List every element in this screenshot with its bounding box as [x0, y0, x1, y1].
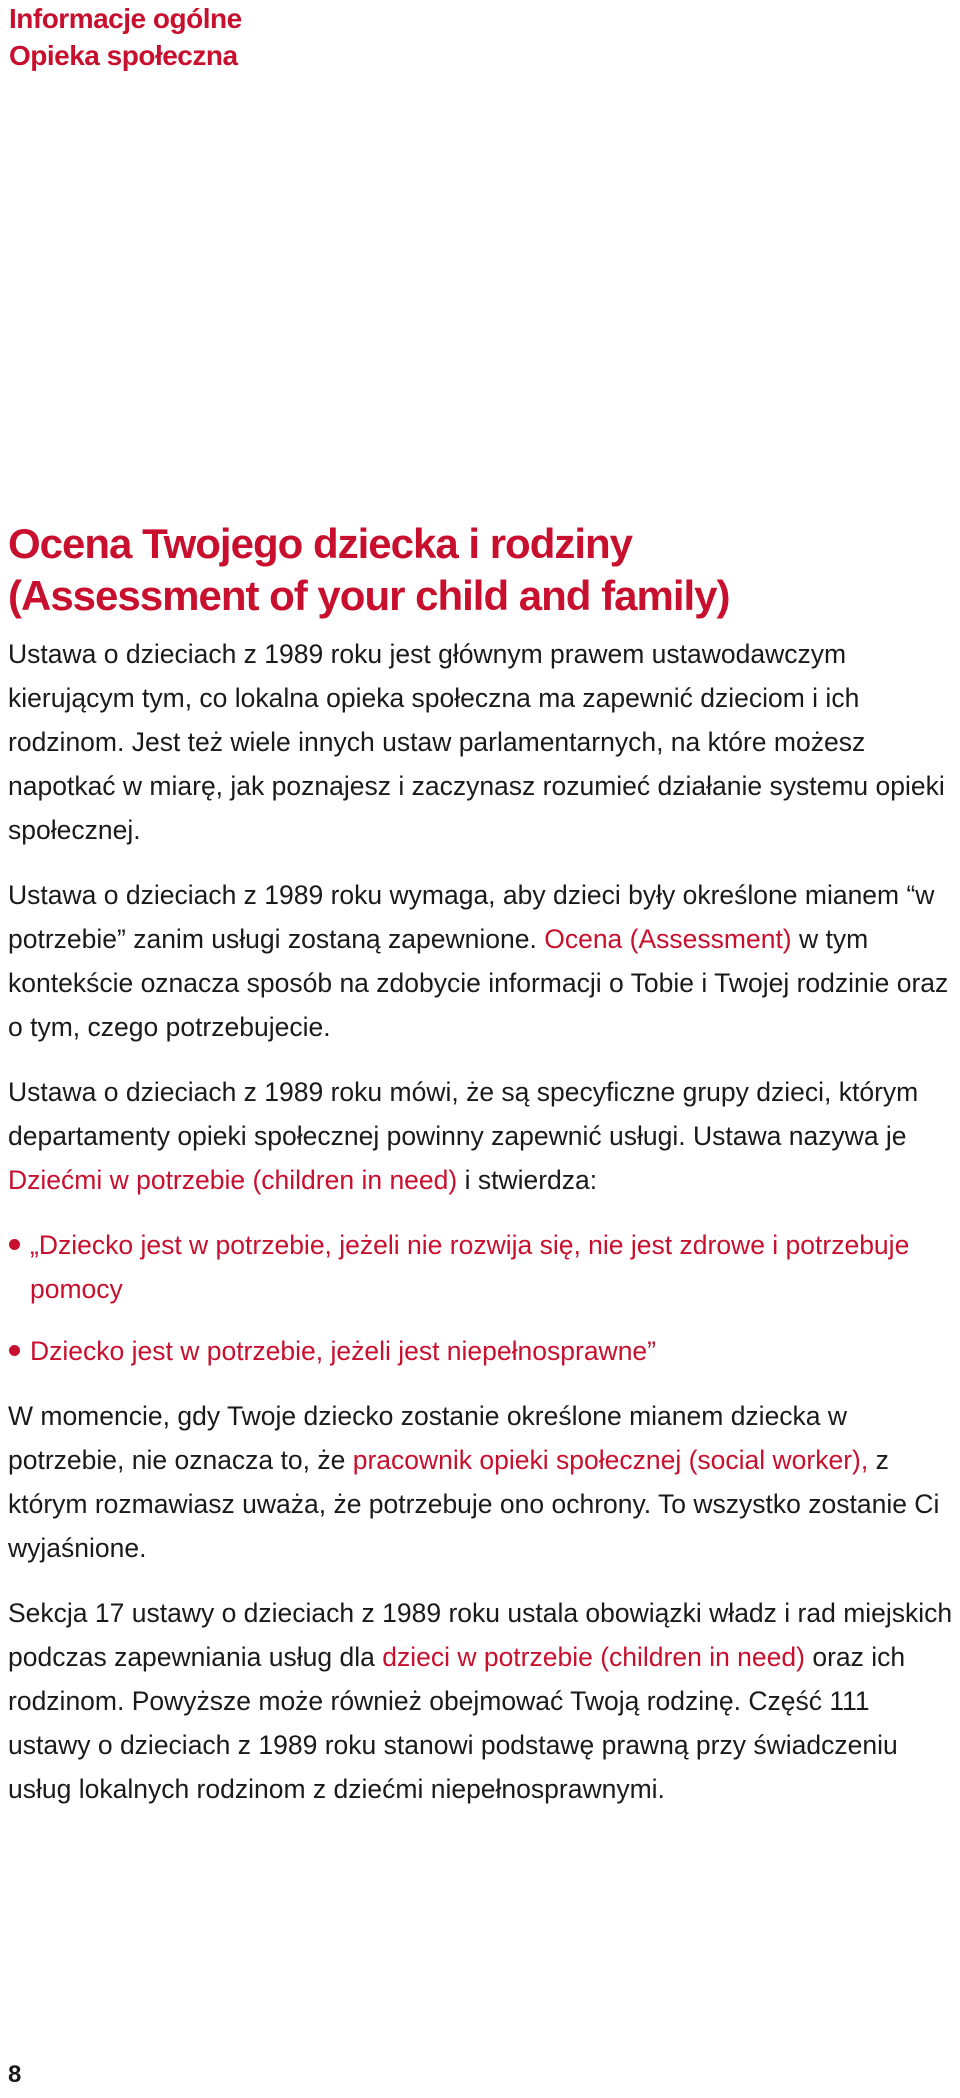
- page-number: 8: [8, 2061, 22, 2088]
- bullet-icon: [9, 1239, 20, 1250]
- paragraph-4: [8, 1394, 958, 1570]
- paragraph-2-text-end: w tym kontekście oznacza sposób na zdobycie informacji o Tobie i Twojej rodzinie oraz o tym, czego potrzebujecie.: [8, 924, 949, 1042]
- body-text: [8, 632, 958, 1832]
- section-header-line1: Informacje ogólne: [9, 3, 242, 34]
- social-worker-term: pracownik opieki społecznej (social worker),: [352, 1445, 869, 1475]
- paragraph-2: [8, 873, 958, 1049]
- bullet-icon: [9, 1345, 20, 1356]
- paragraph-3-text-end: i stwierdza:: [464, 1165, 598, 1195]
- list-item-text: „Dziecko jest w potrzebie, jeżeli nie rozwija się, nie jest zdrowe i potrzebuje pomocy: [30, 1230, 910, 1304]
- list-item-text: Dziecko jest w potrzebie, jeżeli jest niepełnosprawne”: [30, 1336, 656, 1366]
- section-header-line2: Opieka społeczna: [9, 40, 238, 71]
- paragraph-5: [8, 1591, 958, 1811]
- list-item: [8, 1223, 958, 1311]
- children-in-need-term: Dziećmi w potrzebie (children in need): [8, 1165, 458, 1195]
- paragraph-2-text: Ustawa o dzieciach z 1989 roku wymaga, aby dzieci były określone mianem “w potrzebie” zanim usługi zostaną zapewnione.: [8, 880, 935, 954]
- paragraph-5-text-end: oraz ich rodzinom. Powyższe może również obejmować Twoją rodzinę. Część 111 ustawy o dzieciach z 1989 roku stanowi podstawę prawną przy świadczeniu usług lokalnych rodzinom z dziećmi niepełnosprawnymi.: [8, 1642, 906, 1804]
- paragraph-3: [8, 1070, 958, 1202]
- paragraph-5-text: Sekcja 17 ustawy o dzieciach z 1989 roku ustala obowiązki władz i rad miejskich podczas zapewniania usług dla: [8, 1598, 953, 1672]
- paragraph-1: Ustawa o dzieciach z 1989 roku jest głównym prawem ustawodawczym kierującym tym, co lokalna opieka społeczna ma zapewnić dzieciom i ich rodzinom. Jest też wiele innych ustaw parlamentarnych, na które możesz napotkać w miarę, jak poznajesz i zaczynasz rozumieć działanie systemu opieki społecznej.: [8, 639, 945, 845]
- section-header: [9, 0, 242, 74]
- paragraph-4-text-end: z którym rozmawiasz uważa, że potrzebuje ono ochrony. To wszystko zostanie Ci wyjaśnione.: [8, 1445, 940, 1563]
- assessment-term: Ocena (Assessment): [544, 924, 792, 954]
- paragraph-4-text: W momencie, gdy Twoje dziecko zostanie określone mianem dziecka w potrzebie, nie oznacza to, że: [8, 1401, 848, 1475]
- list-item: [8, 1329, 958, 1373]
- page-title-line1: Ocena Twojego dziecka i rodziny: [8, 520, 633, 567]
- paragraph-3-text: Ustawa o dzieciach z 1989 roku mówi, że są specyficzne grupy dzieci, którym departamenty opieki społecznej powinny zapewnić usługi. Ustawa nazywa je: [8, 1077, 919, 1151]
- page-title-line2: (Assessment of your child and family): [8, 572, 730, 619]
- quote-list: [8, 1223, 958, 1373]
- children-in-need-term-2: dzieci w potrzebie (children in need): [382, 1642, 805, 1672]
- page-title: [8, 518, 730, 622]
